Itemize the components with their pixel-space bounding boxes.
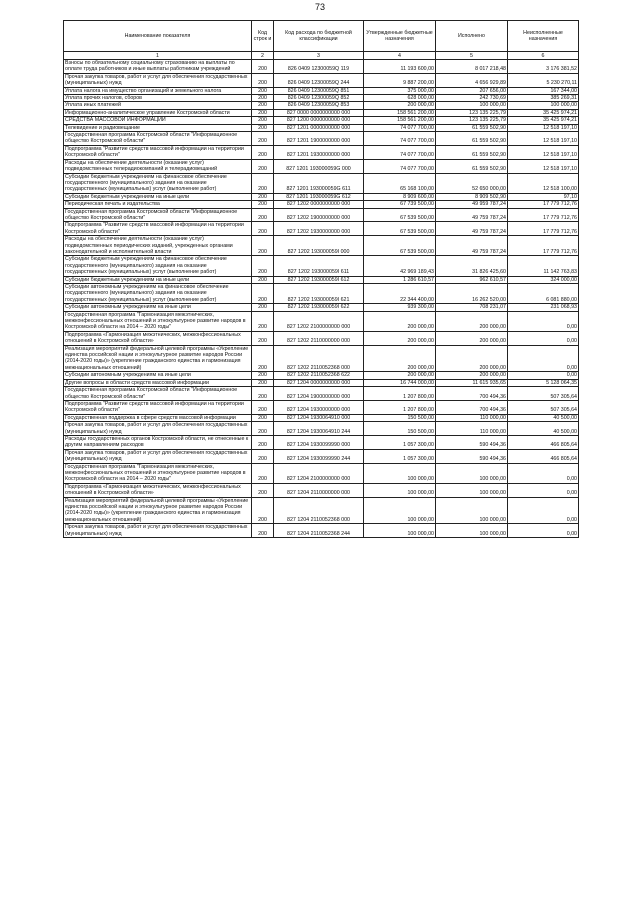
table-row bbox=[64, 256, 579, 276]
row-classification: 827 1202 193000059I 611 bbox=[274, 256, 364, 276]
row-approved: 67 539 500,00 bbox=[364, 208, 436, 222]
table-row bbox=[64, 117, 579, 124]
row-classification: 826 0409 12300059Q 244 bbox=[274, 73, 364, 87]
row-name: Государственная поддержка в сфере средств массовой информации bbox=[64, 414, 252, 421]
row-approved: 74 077 700,00 bbox=[364, 145, 436, 159]
row-code: 200 bbox=[252, 414, 274, 421]
row-executed: 8 017 218,48 bbox=[436, 60, 508, 74]
row-executed: 49 759 787,24 bbox=[436, 208, 508, 222]
row-classification: 826 0409 12300059Q 852 bbox=[274, 95, 364, 102]
table-row bbox=[64, 222, 579, 236]
row-code: 200 bbox=[252, 497, 274, 524]
row-unexecuted: 17 779 712,76 bbox=[508, 222, 579, 236]
row-executed: 11 615 935,65 bbox=[436, 379, 508, 386]
row-unexecuted: 507 305,64 bbox=[508, 400, 579, 414]
table-row bbox=[64, 379, 579, 386]
row-executed: 590 494,36 bbox=[436, 449, 508, 463]
row-approved: 1 207 800,00 bbox=[364, 387, 436, 401]
row-classification: 827 1202 193000059I 622 bbox=[274, 304, 364, 311]
row-classification: 826 0409 12300059Q 851 bbox=[274, 87, 364, 94]
row-name: Прочая закупка товаров, работ и услуг для обеспечения государственных (муниципальных) нужд bbox=[64, 422, 252, 436]
row-approved: 200 000,00 bbox=[364, 311, 436, 331]
row-code: 200 bbox=[252, 102, 274, 109]
row-code: 200 bbox=[252, 422, 274, 436]
row-classification: 827 1201 1900000000 000 bbox=[274, 132, 364, 146]
row-classification: 827 1204 1930064910 244 bbox=[274, 422, 364, 436]
row-unexecuted: 6 081 880,00 bbox=[508, 284, 579, 304]
row-name: Подпрограмма "Развитие средств массовой информации на территории Костромской области" bbox=[64, 400, 252, 414]
row-executed: 962 610,57 bbox=[436, 276, 508, 283]
row-name: Прочая закупка товаров, работ и услуг для обеспечения государственных (муниципальных) нужд bbox=[64, 449, 252, 463]
row-executed: 100 000,00 bbox=[436, 524, 508, 538]
row-classification: 827 1204 2100000000 000 bbox=[274, 463, 364, 483]
row-code: 200 bbox=[252, 87, 274, 94]
row-code: 200 bbox=[252, 284, 274, 304]
row-approved: 200 000,00 bbox=[364, 345, 436, 372]
row-approved: 150 500,00 bbox=[364, 422, 436, 436]
row-code: 200 bbox=[252, 524, 274, 538]
row-unexecuted: 17 779 712,76 bbox=[508, 208, 579, 222]
row-executed: 52 650 000,00 bbox=[436, 173, 508, 193]
row-name: Прочая закупка товаров, работ и услуг для обеспечения государственных (муниципальных) нужд bbox=[64, 73, 252, 87]
row-name: Уплата прочих налогов, сборов bbox=[64, 95, 252, 102]
table-row bbox=[64, 463, 579, 483]
row-approved: 158 561 200,00 bbox=[364, 117, 436, 124]
row-code: 200 bbox=[252, 311, 274, 331]
table-row bbox=[64, 173, 579, 193]
row-unexecuted: 17 779 712,76 bbox=[508, 236, 579, 256]
row-name: Государственная программа Костромской области "Информационное общество Костромской области" bbox=[64, 132, 252, 146]
row-code: 200 bbox=[252, 345, 274, 372]
table-row bbox=[64, 132, 579, 146]
row-unexecuted: 0,00 bbox=[508, 524, 579, 538]
row-approved: 1 207 800,00 bbox=[364, 400, 436, 414]
row-unexecuted: 167 344,00 bbox=[508, 87, 579, 94]
row-code: 200 bbox=[252, 145, 274, 159]
row-executed: 200 000,00 bbox=[436, 331, 508, 345]
row-code: 200 bbox=[252, 256, 274, 276]
column-index: 1 bbox=[64, 52, 252, 60]
row-executed: 123 135 225,79 bbox=[436, 109, 508, 116]
table-row bbox=[64, 145, 579, 159]
row-executed: 110 000,00 bbox=[436, 422, 508, 436]
row-executed: 200 000,00 bbox=[436, 372, 508, 379]
row-executed: 242 730,69 bbox=[436, 95, 508, 102]
row-approved: 74 077 700,00 bbox=[364, 159, 436, 173]
row-executed: 61 559 502,90 bbox=[436, 159, 508, 173]
row-name: Государственная программа "Гармонизация межэтнических, межконфессиональных отношений и этнокультурное развитие народов в Костромской области на 2014 – 2020 годы" bbox=[64, 311, 252, 331]
row-executed: 200 000,00 bbox=[436, 345, 508, 372]
column-index: 5 bbox=[436, 52, 508, 60]
row-executed: 16 262 520,00 bbox=[436, 284, 508, 304]
row-code: 200 bbox=[252, 95, 274, 102]
row-executed: 49 759 787,24 bbox=[436, 236, 508, 256]
row-code: 200 bbox=[252, 109, 274, 116]
header-classification: Код расхода по бюджетной классификации bbox=[274, 21, 364, 52]
row-code: 200 bbox=[252, 276, 274, 283]
table-body bbox=[64, 60, 579, 538]
table-row bbox=[64, 414, 579, 421]
row-unexecuted: 100 000,00 bbox=[508, 102, 579, 109]
row-approved: 8 909 600,00 bbox=[364, 193, 436, 200]
row-unexecuted: 385 269,31 bbox=[508, 95, 579, 102]
row-classification: 827 1204 2110052368 000 bbox=[274, 497, 364, 524]
row-code: 200 bbox=[252, 222, 274, 236]
row-executed: 100 000,00 bbox=[436, 483, 508, 497]
row-classification: 827 1204 1900000000 000 bbox=[274, 387, 364, 401]
row-code: 200 bbox=[252, 201, 274, 208]
row-approved: 100 000,00 bbox=[364, 497, 436, 524]
table-row bbox=[64, 73, 579, 87]
row-classification: 827 1202 1900000000 000 bbox=[274, 208, 364, 222]
table-header-row bbox=[64, 21, 579, 52]
row-code: 200 bbox=[252, 117, 274, 124]
row-code: 200 bbox=[252, 73, 274, 87]
row-name: Расходы государственных органов Костромской области, не отнесенные к другим направлениям расходов bbox=[64, 435, 252, 449]
column-index-row bbox=[64, 52, 579, 60]
row-classification: 827 1202 193000059I 621 bbox=[274, 284, 364, 304]
row-name: Подпрограмма "Развитие средств массовой информации на территории Костромской области" bbox=[64, 145, 252, 159]
row-approved: 74 077 700,00 bbox=[364, 124, 436, 131]
row-unexecuted: 231 068,93 bbox=[508, 304, 579, 311]
table-row bbox=[64, 201, 579, 208]
column-index: 6 bbox=[508, 52, 579, 60]
table-row bbox=[64, 276, 579, 283]
row-classification: 827 1204 1930099990 244 bbox=[274, 449, 364, 463]
row-name: Расходы на обеспечение деятельности (оказание услуг) подведомственных телерадиокомпаний и телерадиовещаний bbox=[64, 159, 252, 173]
row-classification: 827 1202 2110052368 000 bbox=[274, 345, 364, 372]
row-name: Государственная программа Костромской области "Информационное общество Костромской области" bbox=[64, 208, 252, 222]
row-unexecuted: 324 000,00 bbox=[508, 276, 579, 283]
row-classification: 827 0000 0000000000 000 bbox=[274, 109, 364, 116]
row-unexecuted: 3 176 381,52 bbox=[508, 60, 579, 74]
row-executed: 31 826 425,60 bbox=[436, 256, 508, 276]
row-unexecuted: 12 518 197,10 bbox=[508, 124, 579, 131]
row-approved: 74 077 700,00 bbox=[364, 132, 436, 146]
row-classification: 827 1204 0000000000 000 bbox=[274, 379, 364, 386]
row-name: Телевидение и радиовещание bbox=[64, 124, 252, 131]
row-executed: 8 909 502,90 bbox=[436, 193, 508, 200]
row-code: 200 bbox=[252, 208, 274, 222]
row-unexecuted: 12 518 197,10 bbox=[508, 159, 579, 173]
row-code: 200 bbox=[252, 236, 274, 256]
column-index: 3 bbox=[274, 52, 364, 60]
row-executed: 49 959 787,24 bbox=[436, 201, 508, 208]
row-name: Реализация мероприятий федеральной целевой программы «Укрепление единства российской нации и этнокультурное развитие народов России (2014-2020 годы)» (укрепление гражданского единства и гармонизация межнациональных отношений) bbox=[64, 497, 252, 524]
row-unexecuted: 12 518 100,00 bbox=[508, 173, 579, 193]
row-name: Подпрограмма «Гармонизация межэтнических, межконфессиональных отношений в Костромской области» bbox=[64, 483, 252, 497]
row-name: Государственная программа "Гармонизация межэтнических, межконфессиональных отношений и этнокультурное развитие народов в Костромской области на 2014 – 2020 годы" bbox=[64, 463, 252, 483]
table-row bbox=[64, 435, 579, 449]
table-row bbox=[64, 87, 579, 94]
table-row bbox=[64, 284, 579, 304]
row-classification: 827 1204 1930099990 000 bbox=[274, 435, 364, 449]
row-name: Субсидии бюджетным учреждениям на финансовое обеспечение государственного (муниципального) задания на оказание государственных (муниципальных) услуг (выполнение работ) bbox=[64, 173, 252, 193]
row-classification: 827 1202 2100000000 000 bbox=[274, 311, 364, 331]
row-executed: 49 759 787,24 bbox=[436, 222, 508, 236]
row-unexecuted: 12 518 197,10 bbox=[508, 145, 579, 159]
row-code: 200 bbox=[252, 159, 274, 173]
row-unexecuted: 35 425 974,21 bbox=[508, 117, 579, 124]
table-row bbox=[64, 304, 579, 311]
header-executed: Исполнено bbox=[436, 21, 508, 52]
row-approved: 200 000,00 bbox=[364, 372, 436, 379]
row-approved: 375 000,00 bbox=[364, 87, 436, 94]
expenditure-table bbox=[63, 20, 579, 538]
row-classification: 826 0409 12300059Q 853 bbox=[274, 102, 364, 109]
row-name: Субсидии автономным учреждениям на иные цели bbox=[64, 372, 252, 379]
row-executed: 708 231,07 bbox=[436, 304, 508, 311]
row-classification: 827 1204 2110052368 244 bbox=[274, 524, 364, 538]
row-approved: 9 887 200,00 bbox=[364, 73, 436, 87]
row-code: 200 bbox=[252, 483, 274, 497]
row-executed: 700 494,36 bbox=[436, 387, 508, 401]
row-name: Государственная программа Костромской области "Информационное общество Костромской области" bbox=[64, 387, 252, 401]
table-row bbox=[64, 331, 579, 345]
row-approved: 65 168 100,00 bbox=[364, 173, 436, 193]
table-row bbox=[64, 102, 579, 109]
row-approved: 67 539 500,00 bbox=[364, 222, 436, 236]
column-index: 4 bbox=[364, 52, 436, 60]
row-approved: 22 344 400,00 bbox=[364, 284, 436, 304]
table-row bbox=[64, 497, 579, 524]
row-classification: 827 1201 0000000000 000 bbox=[274, 124, 364, 131]
row-approved: 1 057 300,00 bbox=[364, 449, 436, 463]
row-unexecuted: 12 518 197,10 bbox=[508, 132, 579, 146]
row-classification: 827 1201 193000059G 000 bbox=[274, 159, 364, 173]
row-approved: 67 739 500,00 bbox=[364, 201, 436, 208]
header-code: Код строк и bbox=[252, 21, 274, 52]
row-name: Субсидии бюджетным учреждениям на иные цели bbox=[64, 193, 252, 200]
table-row bbox=[64, 483, 579, 497]
row-name: Субсидии автономным учреждениям на финансовое обеспечение государственного (муниципального) задания на оказание государственных (муниципальных) услуг (выполнение работ) bbox=[64, 284, 252, 304]
row-unexecuted: 0,00 bbox=[508, 311, 579, 331]
table-row bbox=[64, 524, 579, 538]
row-approved: 1 057 300,00 bbox=[364, 435, 436, 449]
row-code: 200 bbox=[252, 193, 274, 200]
table-row bbox=[64, 208, 579, 222]
row-unexecuted: 17 779 712,76 bbox=[508, 201, 579, 208]
header-name: Наименование показателя bbox=[64, 21, 252, 52]
row-classification: 826 0409 12300059Q 119 bbox=[274, 60, 364, 74]
row-unexecuted: 40 500,00 bbox=[508, 422, 579, 436]
row-approved: 939 300,00 bbox=[364, 304, 436, 311]
table-row bbox=[64, 422, 579, 436]
table-row bbox=[64, 109, 579, 116]
row-classification: 827 1202 2110052368 622 bbox=[274, 372, 364, 379]
row-approved: 200 000,00 bbox=[364, 102, 436, 109]
row-unexecuted: 0,00 bbox=[508, 372, 579, 379]
row-name: Субсидии автономным учреждениям на иные цели bbox=[64, 304, 252, 311]
row-approved: 158 561 200,00 bbox=[364, 109, 436, 116]
row-name: СРЕДСТВА МАССОВОЙ ИНФОРМАЦИИ bbox=[64, 117, 252, 124]
table-row bbox=[64, 345, 579, 372]
row-unexecuted: 0,00 bbox=[508, 331, 579, 345]
header-unexecuted: Неисполненные назначения bbox=[508, 21, 579, 52]
row-approved: 1 286 610,57 bbox=[364, 276, 436, 283]
row-unexecuted: 0,00 bbox=[508, 483, 579, 497]
row-classification: 827 1204 1930064910 000 bbox=[274, 414, 364, 421]
row-name: Информационно-аналитическое управление Костромской области bbox=[64, 109, 252, 116]
row-classification: 827 1202 2110000000 000 bbox=[274, 331, 364, 345]
column-index: 2 bbox=[252, 52, 274, 60]
row-name: Другие вопросы в области средств массовой информации bbox=[64, 379, 252, 386]
row-code: 200 bbox=[252, 387, 274, 401]
row-unexecuted: 0,00 bbox=[508, 463, 579, 483]
row-executed: 100 000,00 bbox=[436, 463, 508, 483]
row-unexecuted: 97,10 bbox=[508, 193, 579, 200]
row-unexecuted: 466 805,64 bbox=[508, 435, 579, 449]
table-row bbox=[64, 387, 579, 401]
header-approved: Утвержденные бюджетные назначения bbox=[364, 21, 436, 52]
row-unexecuted: 466 805,64 bbox=[508, 449, 579, 463]
row-classification: 827 1204 1930000000 000 bbox=[274, 400, 364, 414]
row-unexecuted: 507 305,64 bbox=[508, 387, 579, 401]
row-approved: 100 000,00 bbox=[364, 483, 436, 497]
table-row bbox=[64, 159, 579, 173]
row-approved: 150 500,00 bbox=[364, 414, 436, 421]
row-executed: 123 135 225,79 bbox=[436, 117, 508, 124]
row-classification: 827 1202 1930000000 000 bbox=[274, 222, 364, 236]
table-row bbox=[64, 372, 579, 379]
table-row bbox=[64, 311, 579, 331]
row-unexecuted: 5 230 270,11 bbox=[508, 73, 579, 87]
row-code: 200 bbox=[252, 435, 274, 449]
row-executed: 700 494,36 bbox=[436, 400, 508, 414]
page-number: 73 bbox=[314, 2, 325, 12]
row-name: Субсидии бюджетным учреждениям на финансовое обеспечение государственного (муниципального) задания на оказание государственных (муниципальных) услуг (выполнение работ) bbox=[64, 256, 252, 276]
row-executed: 4 656 929,89 bbox=[436, 73, 508, 87]
row-executed: 61 559 502,90 bbox=[436, 132, 508, 146]
row-unexecuted: 0,00 bbox=[508, 497, 579, 524]
row-approved: 67 539 500,00 bbox=[364, 236, 436, 256]
row-approved: 100 000,00 bbox=[364, 524, 436, 538]
row-approved: 11 193 600,00 bbox=[364, 60, 436, 74]
row-code: 200 bbox=[252, 372, 274, 379]
row-code: 200 bbox=[252, 124, 274, 131]
row-classification: 827 1200 0000000000 000 bbox=[274, 117, 364, 124]
row-unexecuted: 35 425 974,21 bbox=[508, 109, 579, 116]
row-classification: 827 1202 193000059I 000 bbox=[274, 236, 364, 256]
row-executed: 200 000,00 bbox=[436, 311, 508, 331]
row-code: 200 bbox=[252, 463, 274, 483]
table-row bbox=[64, 193, 579, 200]
row-executed: 110 000,00 bbox=[436, 414, 508, 421]
row-classification: 827 1201 193000059G 611 bbox=[274, 173, 364, 193]
row-name: Уплата иных платежей bbox=[64, 102, 252, 109]
row-executed: 61 559 502,90 bbox=[436, 145, 508, 159]
table-row bbox=[64, 60, 579, 74]
row-name: Уплата налога на имущество организаций и земельного налога bbox=[64, 87, 252, 94]
row-approved: 100 000,00 bbox=[364, 463, 436, 483]
row-name: Взносы по обязательному социальному страхованию на выплаты по оплате труда работников и иные выплаты работникам учреждений bbox=[64, 60, 252, 74]
row-unexecuted: 40 500,00 bbox=[508, 414, 579, 421]
table-row bbox=[64, 236, 579, 256]
row-name: Периодическая печать и издательства bbox=[64, 201, 252, 208]
row-executed: 590 494,36 bbox=[436, 435, 508, 449]
row-code: 200 bbox=[252, 60, 274, 74]
row-name: Расходы на обеспечение деятельности (оказание услуг) подведомственных периодических изданий, учрежденных органами законодательной и исполнительной власти bbox=[64, 236, 252, 256]
table-row bbox=[64, 400, 579, 414]
row-name: Субсидии бюджетным учреждениям на иные цели bbox=[64, 276, 252, 283]
row-code: 200 bbox=[252, 449, 274, 463]
row-approved: 200 000,00 bbox=[364, 331, 436, 345]
row-name: Прочая закупка товаров, работ и услуг для обеспечения государственных (муниципальных) нужд bbox=[64, 524, 252, 538]
row-code: 200 bbox=[252, 331, 274, 345]
row-unexecuted: 0,00 bbox=[508, 345, 579, 372]
row-executed: 207 656,00 bbox=[436, 87, 508, 94]
row-approved: 42 969 189,43 bbox=[364, 256, 436, 276]
table-row bbox=[64, 124, 579, 131]
row-unexecuted: 11 142 763,83 bbox=[508, 256, 579, 276]
row-executed: 100 000,00 bbox=[436, 102, 508, 109]
row-code: 200 bbox=[252, 400, 274, 414]
row-classification: 827 1202 193000059I 612 bbox=[274, 276, 364, 283]
row-executed: 100 000,00 bbox=[436, 497, 508, 524]
row-approved: 16 744 000,00 bbox=[364, 379, 436, 386]
row-code: 200 bbox=[252, 173, 274, 193]
row-code: 200 bbox=[252, 379, 274, 386]
table-row bbox=[64, 95, 579, 102]
row-classification: 827 1204 2110000000 000 bbox=[274, 483, 364, 497]
row-classification: 827 1202 0000000000 000 bbox=[274, 201, 364, 208]
row-executed: 61 559 502,90 bbox=[436, 124, 508, 131]
row-name: Реализация мероприятий федеральной целевой программы «Укрепление единства российской нации и этнокультурное развитие народов России (2014-2020 годы)» (укрепление гражданского единства и гармонизация межнациональных отношений) bbox=[64, 345, 252, 372]
row-code: 200 bbox=[252, 304, 274, 311]
row-approved: 628 000,00 bbox=[364, 95, 436, 102]
row-classification: 827 1201 1930000000 000 bbox=[274, 145, 364, 159]
row-unexecuted: 5 128 064,35 bbox=[508, 379, 579, 386]
row-classification: 827 1201 193000059G 612 bbox=[274, 193, 364, 200]
table-row bbox=[64, 449, 579, 463]
row-name: Подпрограмма "Развитие средств массовой информации на территории Костромской области" bbox=[64, 222, 252, 236]
row-code: 200 bbox=[252, 132, 274, 146]
row-name: Подпрограмма «Гармонизация межэтнических, межконфессиональных отношений в Костромской области» bbox=[64, 331, 252, 345]
